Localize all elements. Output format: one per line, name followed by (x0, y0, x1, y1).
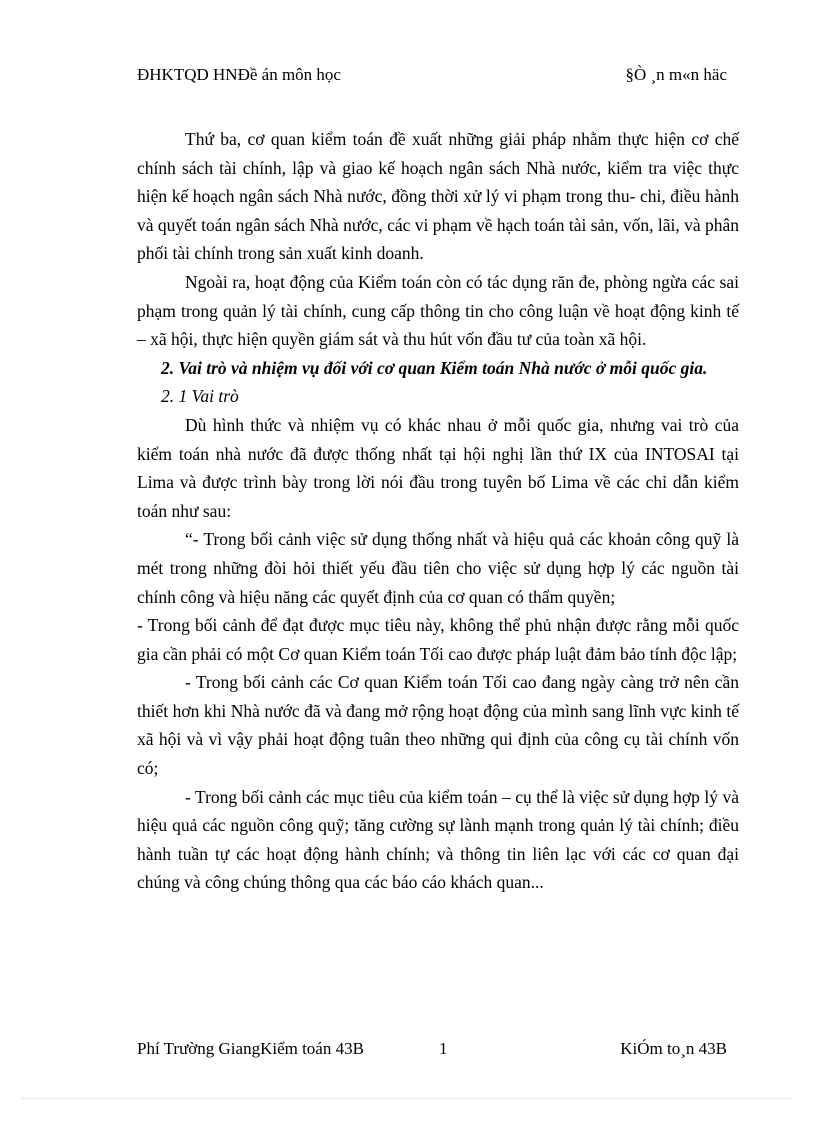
quote-paragraph: “- Trong bối cảnh việc sử dụng thống nhất và hiệu quả các khoản công quỹ là mét trong những đòi hỏi thiết yếu đầu tiên cho việc sử dụng hợp lý các nguồn tài chính công và hiệu năng các quyết định của cơ quan có thẩm quyền; (137, 529, 739, 607)
quote-paragraph: - Trong bối cảnh các mục tiêu của kiểm toán – cụ thể là việc sử dụng hợp lý và hiệu quả các nguồn công quỹ; tăng cường sự lành mạnh trong quản lý tài chính; điều hành tuần tự các hoạt động hành chính; và thông tin liên lạc với các cơ quan đại chúng và công chúng thông qua các báo cáo khách quan... (137, 786, 739, 893)
footer-right-text: KiÓm to¸n 43B (620, 1039, 727, 1058)
subsection-heading: 2. 1 Vai trò (161, 386, 239, 407)
paragraph: Thứ ba, cơ quan kiểm toán đề xuất những giải pháp nhằm thực hiện cơ chế chính sách tài chính, lập và giao kế hoạch ngân sách Nhà nước, kiểm tra việc thực hiện kế hoạch ngân sách Nhà nước, đồng thời xử lý vi phạm trong thu- chi, điều hành và quyết toán ngân sách Nhà nước, các vi phạm về hạch toán tài sản, vốn, lãi, và phân phối tài chính trong sản xuất kinh doanh. (137, 129, 739, 264)
document-body (137, 125, 739, 897)
paragraph: Ngoài ra, hoạt động của Kiểm toán còn có tác dụng răn đe, phòng ngừa các sai phạm trong quản lý tài chính, cung cấp thông tin cho công luận về hoạt động kinh tế – xã hội, thực hiện quyền giám sát và thu hút vốn đầu tư của toàn xã hội. (137, 271, 739, 350)
quote-paragraph: - Trong bối cảnh để đạt được mục tiêu này, không thể phủ nhận được rằng mỗi quốc gia cần phải có một Cơ quan Kiểm toán Tối cao được pháp luật đảm bảo tính độc lập; (137, 615, 739, 664)
footer-left-text: Phí Trường GiangKiểm toán 43B (137, 1039, 364, 1058)
header-right-text: §Ò ¸n m«n häc (625, 65, 727, 84)
paragraph: Dù hình thức và nhiệm vụ có khác nhau ở mỗi quốc gia, nhưng vai trò của kiểm toán nhà nước đã được thống nhất tại hội nghị lần thứ IX của INTOSAI tại Lima và được trình bày trong lời nói đầu trong tuyên bố Lima về các chỉ dẫn kiểm toán như sau: (137, 414, 739, 521)
quote-paragraph: - Trong bối cảnh các Cơ quan Kiểm toán Tối cao đang ngày càng trở nên cần thiết hơn khi Nhà nước đã và đang mở rộng hoạt động của mình sang lĩnh vực kinh tế xã hội và vì vậy phải hoạt động tuân theo những qui định của công cụ tài chính vốn có; (137, 672, 739, 779)
page-number: 1 (439, 1039, 448, 1058)
page-boundary-divider (22, 1098, 794, 1099)
section-heading: 2. Vai trò và nhiệm vụ đối với cơ quan Kiểm toán Nhà nước ở mỗi quốc gia. (161, 357, 708, 378)
header-left-text: ĐHKTQD HNĐề án môn học (137, 65, 341, 84)
